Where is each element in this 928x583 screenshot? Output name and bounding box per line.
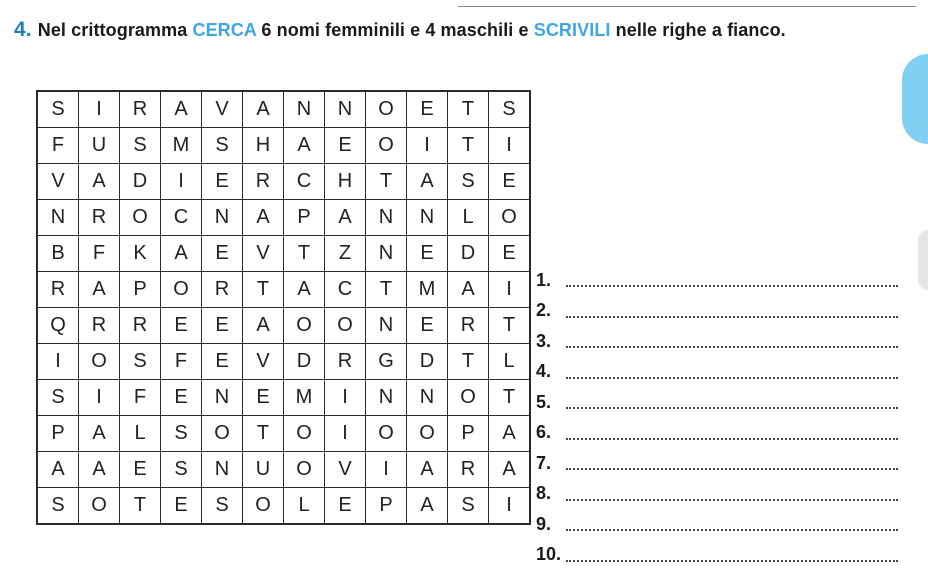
grid-cell: K [120, 236, 161, 272]
grid-cell: S [448, 164, 489, 200]
grid-cell: F [120, 380, 161, 416]
grid-row [37, 272, 530, 308]
grid-cell: S [448, 488, 489, 525]
grid-cell: Z [325, 236, 366, 272]
grid-row [37, 488, 530, 525]
grid-cell: I [161, 164, 202, 200]
grid-cell: A [79, 272, 120, 308]
grid-cell: E [120, 452, 161, 488]
grid-cell: N [407, 380, 448, 416]
grid-cell: F [37, 128, 79, 164]
grid-cell: M [407, 272, 448, 308]
grid-cell: O [366, 128, 407, 164]
grid-cell: F [161, 344, 202, 380]
grid-cell: O [79, 488, 120, 525]
grid-cell: I [79, 91, 120, 128]
grid-cell: T [448, 91, 489, 128]
answer-line [536, 479, 898, 510]
grid-cell: A [161, 236, 202, 272]
instruction-text-2: 6 nomi femminili e 4 maschili e [256, 20, 534, 40]
grid-cell: I [366, 452, 407, 488]
grid-cell: O [284, 452, 325, 488]
answer-line [536, 296, 898, 327]
grid-cell: P [284, 200, 325, 236]
grid-cell: P [366, 488, 407, 525]
grid-cell: N [366, 380, 407, 416]
grid-cell: T [120, 488, 161, 525]
grid-cell: N [407, 200, 448, 236]
grid-cell: A [243, 91, 284, 128]
grid-cell: U [243, 452, 284, 488]
grid-cell: R [79, 308, 120, 344]
grid-row [37, 416, 530, 452]
grid-cell: G [366, 344, 407, 380]
grid-cell: Q [37, 308, 79, 344]
answer-number: 5. [536, 391, 552, 412]
grid-cell: S [120, 128, 161, 164]
grid-cell: S [202, 128, 243, 164]
grid-cell: O [489, 200, 531, 236]
grid-cell: V [243, 236, 284, 272]
grid-cell: T [489, 380, 531, 416]
grid-cell: A [284, 128, 325, 164]
grid-cell: I [325, 380, 366, 416]
answer-write-line[interactable] [566, 285, 898, 287]
answer-line [536, 540, 898, 571]
grid-cell: N [366, 236, 407, 272]
page-side-tab-secondary [918, 230, 928, 290]
answer-write-line[interactable] [566, 316, 898, 318]
grid-cell: R [79, 200, 120, 236]
answer-write-line[interactable] [566, 407, 898, 409]
grid-row [37, 164, 530, 200]
answer-line [536, 326, 898, 357]
keyword-cerca: CERCA [192, 20, 257, 40]
grid-cell: A [243, 308, 284, 344]
answer-number: 8. [536, 483, 552, 504]
grid-cell: T [489, 308, 531, 344]
grid-cell: M [284, 380, 325, 416]
grid-cell: A [79, 164, 120, 200]
grid-cell: O [284, 416, 325, 452]
grid-cell: A [79, 416, 120, 452]
grid-cell: N [366, 200, 407, 236]
grid-cell: S [37, 488, 79, 525]
grid-cell: A [489, 416, 531, 452]
grid-cell: O [161, 272, 202, 308]
answer-number: 4. [536, 361, 552, 382]
answer-line [536, 509, 898, 540]
answer-line [536, 265, 898, 296]
grid-row [37, 452, 530, 488]
instruction-text-3: nelle righe a fianco. [610, 20, 786, 40]
grid-cell: E [161, 308, 202, 344]
grid-cell: H [325, 164, 366, 200]
answer-number: 6. [536, 422, 552, 443]
grid-cell: E [325, 488, 366, 525]
grid-cell: O [448, 380, 489, 416]
grid-cell: V [243, 344, 284, 380]
grid-cell: P [37, 416, 79, 452]
grid-cell: E [489, 236, 531, 272]
grid-cell: T [366, 272, 407, 308]
grid-cell: S [120, 344, 161, 380]
grid-cell: I [79, 380, 120, 416]
answer-write-line[interactable] [566, 529, 898, 531]
grid-cell: M [161, 128, 202, 164]
grid-cell: O [243, 488, 284, 525]
grid-cell: O [79, 344, 120, 380]
grid-cell: E [489, 164, 531, 200]
answer-number: 3. [536, 330, 552, 351]
answer-list [536, 265, 898, 570]
grid-cell: F [79, 236, 120, 272]
grid-cell: E [407, 308, 448, 344]
exercise-title [14, 18, 786, 42]
grid-cell: I [325, 416, 366, 452]
grid-cell: T [366, 164, 407, 200]
grid-cell: D [407, 344, 448, 380]
grid-cell: V [37, 164, 79, 200]
grid-cell: A [448, 272, 489, 308]
grid-row [37, 91, 530, 128]
grid-cell: N [366, 308, 407, 344]
grid-cell: D [448, 236, 489, 272]
grid-cell: L [489, 344, 531, 380]
grid-cell: S [489, 91, 531, 128]
grid-row [37, 308, 530, 344]
grid-cell: P [120, 272, 161, 308]
grid-cell: T [284, 236, 325, 272]
grid-cell: D [284, 344, 325, 380]
grid-cell: I [407, 128, 448, 164]
grid-cell: R [448, 452, 489, 488]
page-side-tab [902, 54, 928, 144]
grid-cell: E [325, 128, 366, 164]
grid-cell: A [489, 452, 531, 488]
grid-cell: L [284, 488, 325, 525]
grid-cell: N [284, 91, 325, 128]
grid-cell: T [448, 128, 489, 164]
answer-write-line[interactable] [566, 468, 898, 470]
answer-line [536, 418, 898, 449]
grid-cell: A [243, 200, 284, 236]
grid-row [37, 128, 530, 164]
grid-cell: E [202, 236, 243, 272]
grid-cell: E [161, 488, 202, 525]
grid-cell: T [448, 344, 489, 380]
grid-cell: S [161, 452, 202, 488]
grid-cell: C [325, 272, 366, 308]
grid-cell: A [161, 91, 202, 128]
grid-cell: O [366, 416, 407, 452]
grid-cell: E [202, 164, 243, 200]
grid-cell: P [448, 416, 489, 452]
grid-cell: S [37, 380, 79, 416]
grid-cell: A [325, 200, 366, 236]
grid-cell: E [407, 91, 448, 128]
grid-row [37, 200, 530, 236]
answer-line [536, 357, 898, 388]
grid-cell: S [37, 91, 79, 128]
grid-cell: O [407, 416, 448, 452]
grid-cell: B [37, 236, 79, 272]
keyword-scrivili: SCRIVILI [533, 20, 611, 40]
grid-cell: E [202, 308, 243, 344]
grid-cell: E [202, 344, 243, 380]
grid-cell: H [243, 128, 284, 164]
grid-cell: O [366, 91, 407, 128]
grid-cell: R [243, 164, 284, 200]
answer-line [536, 448, 898, 479]
grid-cell: A [407, 164, 448, 200]
grid-cell: A [407, 452, 448, 488]
answer-write-line[interactable] [566, 560, 898, 562]
grid-cell: A [407, 488, 448, 525]
grid-cell: C [161, 200, 202, 236]
grid-row [37, 236, 530, 272]
grid-cell: V [325, 452, 366, 488]
answer-write-line[interactable] [566, 377, 898, 379]
answer-number: 10. [536, 544, 562, 565]
grid-cell: S [161, 416, 202, 452]
grid-cell: E [407, 236, 448, 272]
grid-cell: N [325, 91, 366, 128]
grid-cell: N [202, 380, 243, 416]
answer-write-line[interactable] [566, 499, 898, 501]
grid-cell: R [120, 91, 161, 128]
grid-cell: E [243, 380, 284, 416]
answer-write-line[interactable] [566, 346, 898, 348]
grid-cell: L [120, 416, 161, 452]
answer-line [536, 387, 898, 418]
instruction-text-1: Nel crittogramma [37, 20, 193, 40]
top-rule [458, 6, 916, 7]
grid-cell: I [37, 344, 79, 380]
grid-cell: N [202, 200, 243, 236]
grid-cell: A [79, 452, 120, 488]
grid-cell: S [202, 488, 243, 525]
grid-cell: R [202, 272, 243, 308]
grid-cell: D [120, 164, 161, 200]
grid-cell: A [37, 452, 79, 488]
answer-number: 1. [536, 269, 552, 290]
grid-cell: T [243, 416, 284, 452]
grid-cell: N [202, 452, 243, 488]
grid-cell: C [284, 164, 325, 200]
grid-cell: T [243, 272, 284, 308]
word-search-grid [36, 90, 531, 525]
grid-cell: O [284, 308, 325, 344]
answer-number: 9. [536, 513, 552, 534]
answer-number: 7. [536, 452, 552, 473]
grid-cell: I [489, 128, 531, 164]
grid-cell: L [448, 200, 489, 236]
grid-cell: A [284, 272, 325, 308]
answer-number: 2. [536, 300, 552, 321]
answer-write-line[interactable] [566, 438, 898, 440]
exercise-number: 4. [14, 18, 32, 41]
grid-row [37, 344, 530, 380]
grid-cell: U [79, 128, 120, 164]
grid-cell: R [120, 308, 161, 344]
grid-cell: O [325, 308, 366, 344]
grid-cell: V [202, 91, 243, 128]
grid-row [37, 380, 530, 416]
grid-cell: R [448, 308, 489, 344]
grid-cell: R [325, 344, 366, 380]
grid-cell: R [37, 272, 79, 308]
grid-cell: N [37, 200, 79, 236]
grid-cell: O [202, 416, 243, 452]
grid-cell: O [120, 200, 161, 236]
grid-cell: I [489, 488, 531, 525]
grid-cell: E [161, 380, 202, 416]
grid-cell: I [489, 272, 531, 308]
